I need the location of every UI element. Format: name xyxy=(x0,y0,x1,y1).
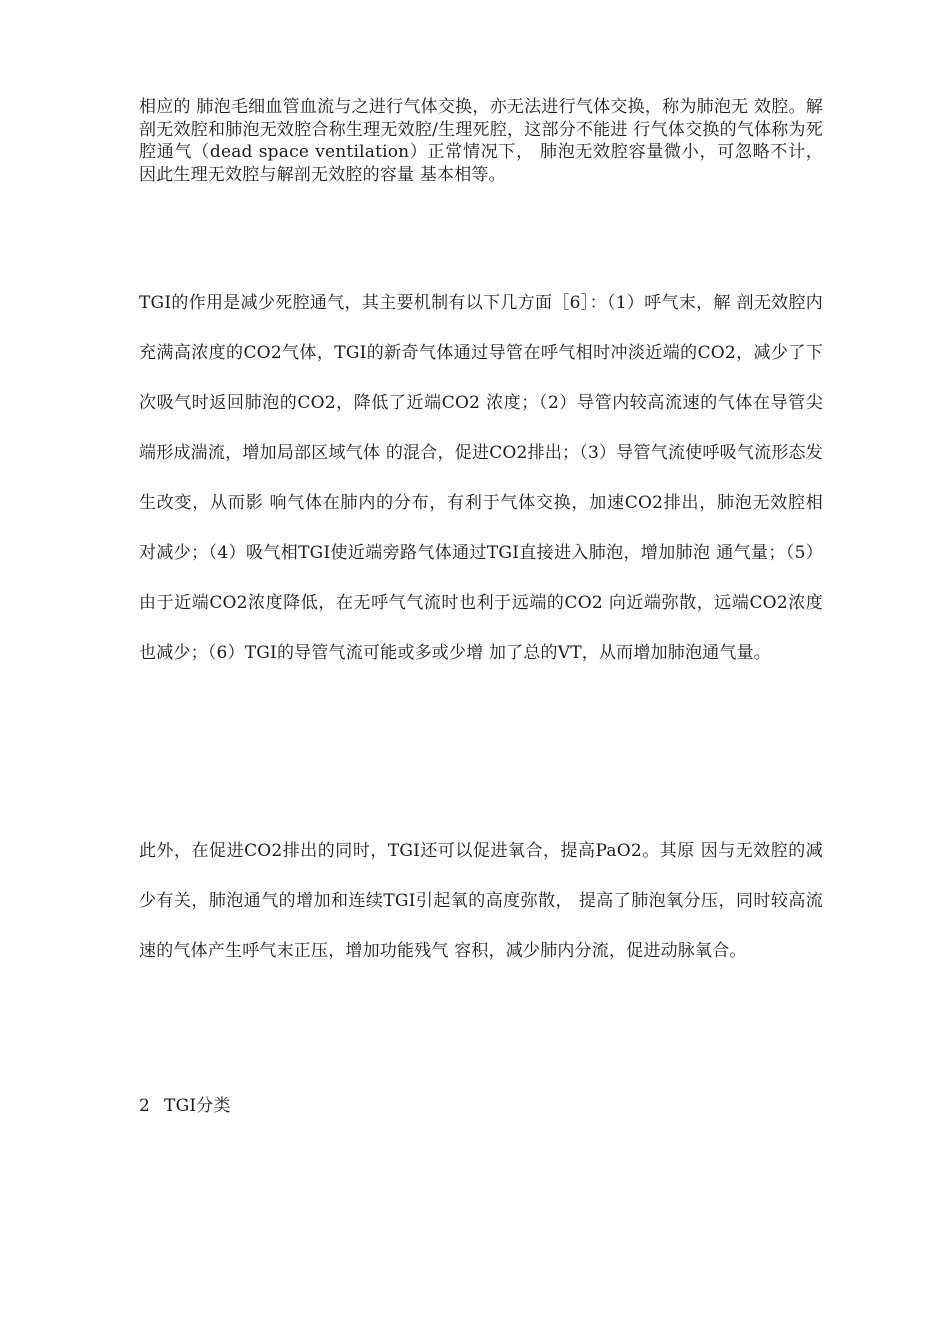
paragraph-tgi-mechanisms: TGI的作用是减少死腔通气，其主要机制有以下几方面［6］：（1）呼气末，解 剖无效腔内充满高浓度的CO2气体，TGI的新奇气体通过导管在呼气相时冲淡近端的CO2，减少了下次吸气时返回肺泡的CO2，降低了近端CO2 浓度；（2）导管内较高流速的气体在导管尖端形成湍流，增加局部区域气体 的混合，促进CO2排出；（3）导管气流使呼吸气流形态发生改变，从而影 响气体在肺内的分布，有利于气体交换，加速CO2排出，肺泡无效腔相 对减少；（4）吸气相TGI使近端旁路气体通过TGI直接进入肺泡，增加肺泡 通气量；（5）由于近端CO2浓度降低，在无呼气气流时也利于远端的CO2 向近端弥散，远端CO2浓度也减少；（6）TGI的导管气流可能或多或少增 加了总的VT，从而增加肺泡通气量。 xyxy=(139,293,823,663)
paragraph-tgi-oxygenation: 此外，在促进CO2排出的同时，TGI还可以促进氧合，提高PaO2。其原 因与无效腔的减少有关，肺泡通气的增加和连续TGI引起氧的高度弥散， 提高了肺泡氧分压，同时较高流速的气体产生呼气末正压，增加功能残气 容积，减少肺内分流，促进动脉氧合。 xyxy=(139,841,823,961)
section-heading xyxy=(139,1094,231,1118)
section-number: 2 xyxy=(139,1096,151,1116)
section-title: TGI分类 xyxy=(164,1096,231,1116)
paragraph-dead-space-definition: 相应的 肺泡毛细血管血流与之进行气体交换，亦无法进行气体交换，称为肺泡无 效腔。解剖无效腔和肺泡无效腔合称生理无效腔/生理死腔，这部分不能进 行气体交换的气体称为死腔通气（dead space ventilation）正常情况下， 肺泡无效腔容量微小，可忽略不计，因此生理无效腔与解剖无效腔的容量 基本相等。 xyxy=(139,97,823,185)
